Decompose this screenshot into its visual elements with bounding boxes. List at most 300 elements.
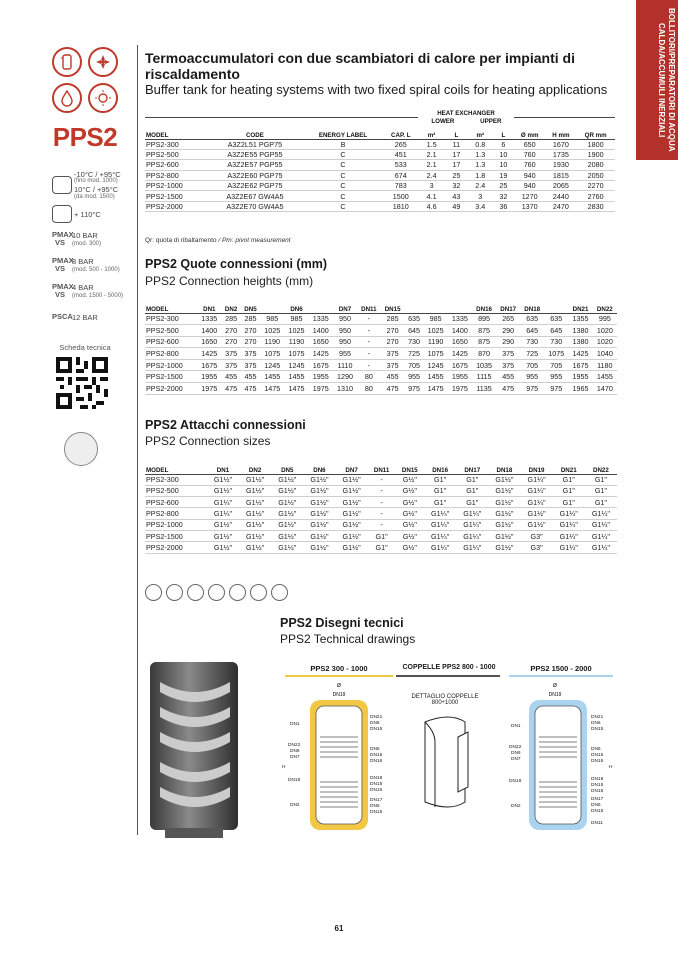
table-cell: 475 <box>381 383 405 395</box>
d1-dn15b: DN15 <box>370 753 383 758</box>
table-cell: 2065 <box>545 181 576 191</box>
table-cell: 43 <box>445 191 468 201</box>
tank-photo <box>145 662 245 842</box>
table-cell: G1½" <box>488 508 520 519</box>
table-cell: 1425 <box>448 348 472 360</box>
table-cell: 1335 <box>197 313 221 325</box>
table-cell: 1075 <box>544 348 568 360</box>
table-cell: 955 <box>405 371 424 383</box>
table-cell: - <box>368 497 396 508</box>
page-title-english: Buffer tank for heating systems with two fixed spiral coils for heating applications <box>145 82 608 97</box>
model-cell: PPS2-1500 <box>145 530 207 541</box>
d1-dn15d: DN15 <box>370 810 383 815</box>
flame-drop-icon <box>52 83 82 113</box>
table-cell: G½" <box>396 519 424 530</box>
sidebar-divider <box>137 45 138 835</box>
table-cell: G1½" <box>239 542 271 553</box>
model-cell: PPS2-2000 <box>145 201 207 211</box>
table-cell: 1810 <box>384 201 419 211</box>
table-cell: 760 <box>514 149 545 159</box>
column-header: DN11 <box>368 463 396 474</box>
fan-icon <box>88 47 118 77</box>
table-cell: 950 <box>333 325 357 337</box>
table-cell: 1075 <box>260 348 284 360</box>
table-cell: 1955 <box>568 371 592 383</box>
table-cell: 1475 <box>423 383 447 395</box>
water-icon <box>187 584 204 601</box>
column-header: MODEL <box>145 463 207 474</box>
model-cell: PPS2-1000 <box>145 519 207 530</box>
table-cell: G1¼" <box>424 519 456 530</box>
table-cell: 3 <box>468 191 493 201</box>
table-cell: C <box>302 170 383 180</box>
thermometer-max-icon <box>52 205 72 223</box>
table-cell: G1½" <box>271 485 303 496</box>
table-cell: 674 <box>384 170 419 180</box>
drawings-title-english: PPS2 Technical drawings <box>280 632 416 646</box>
connection-sizes-table <box>145 463 617 554</box>
table-cell: 1025 <box>284 325 308 337</box>
table-cell: 645 <box>544 325 568 337</box>
column-header: QR mm <box>576 125 615 139</box>
column-header: DN5 <box>271 463 303 474</box>
table-cell: 6 <box>493 139 514 149</box>
pmax2-value: 8 BAR <box>72 257 94 266</box>
table-cell: G1½" <box>271 508 303 519</box>
table-cell: 1135 <box>472 383 496 395</box>
model-cell: PPS2-500 <box>145 149 207 159</box>
vs-label: VS <box>55 290 66 299</box>
vs-label: VS <box>55 264 66 273</box>
table-cell: 1930 <box>545 160 576 170</box>
d1-dn15a: DN15 <box>370 727 383 732</box>
column-header: MODEL <box>145 302 197 313</box>
table-cell: 2760 <box>576 191 615 201</box>
table-cell: G1½" <box>521 519 553 530</box>
table-cell: 895 <box>472 313 496 325</box>
table-cell: 475 <box>496 383 520 395</box>
table-row <box>145 160 615 170</box>
table-cell: G1¼" <box>521 497 553 508</box>
d1-dn2: DN2 <box>290 803 300 808</box>
table-cell: G1¼" <box>521 485 553 496</box>
table-cell: 270 <box>221 336 240 348</box>
d3-dn16b: DN16 <box>591 789 604 794</box>
table-row <box>145 325 617 337</box>
table-cell: 1975 <box>448 383 472 395</box>
drawing1-tank-diagram <box>280 682 392 842</box>
table-cell: G1½" <box>521 508 553 519</box>
table-cell: 1290 <box>333 371 357 383</box>
table-cell: G1¼" <box>207 508 239 519</box>
d1-h: H <box>282 765 286 770</box>
column-header: DN1 <box>197 302 221 313</box>
table-cell: G1½" <box>207 474 239 485</box>
table-cell: 375 <box>241 348 260 360</box>
table-cell: 1675 <box>197 359 221 371</box>
table-cell: G1½" <box>239 497 271 508</box>
table-cell: 1475 <box>260 383 284 395</box>
table-cell: G1½" <box>271 497 303 508</box>
table-cell: G1¼" <box>521 474 553 485</box>
table-row <box>145 149 615 159</box>
table-cell: 1470 <box>593 383 617 395</box>
d3-dn18r: DN18 <box>591 777 604 782</box>
table-cell: 985 <box>260 313 284 325</box>
table-cell: G1½" <box>239 508 271 519</box>
thermometer-icon <box>52 176 72 194</box>
table-cell: - <box>368 519 396 530</box>
pmax2-spec <box>52 257 132 277</box>
table-cell: 451 <box>384 149 419 159</box>
table-cell: G1¼" <box>424 530 456 541</box>
table-row <box>145 497 617 508</box>
column-header: Ø mm <box>514 125 545 139</box>
table-cell: 1370 <box>514 201 545 211</box>
lower-header: LOWER <box>431 118 455 125</box>
table-cell: 725 <box>520 348 544 360</box>
d3-dn16: DN16 <box>591 759 604 764</box>
table-cell: G1¼" <box>553 519 585 530</box>
table-cell: 975 <box>544 383 568 395</box>
column-header: CODE <box>207 125 302 139</box>
d3-diam-label: Ø <box>553 683 557 689</box>
column-header: DN6 <box>303 463 335 474</box>
table-cell: G1½" <box>303 530 335 541</box>
table-cell: 1425 <box>568 348 592 360</box>
table-cell: G½" <box>396 542 424 553</box>
table-cell: G1" <box>424 474 456 485</box>
table-cell: 1670 <box>545 139 576 149</box>
d3-dn15c: DN15 <box>591 783 604 788</box>
column-header: m² <box>468 125 493 139</box>
table-cell: 2.1 <box>418 149 445 159</box>
table-cell: 635 <box>544 313 568 325</box>
table-cell: G1½" <box>336 497 368 508</box>
table-cell: 875 <box>472 325 496 337</box>
d3-dn21: DN21 <box>591 715 604 720</box>
d3-dn6r: DN6 <box>591 721 601 726</box>
model-cell: PPS2-300 <box>145 139 207 149</box>
main-table-note <box>145 237 291 244</box>
d3-dn5: DN5 <box>591 747 601 752</box>
table-cell: 2470 <box>545 201 576 211</box>
table-cell: 1735 <box>545 149 576 159</box>
table-cell: G1" <box>456 474 488 485</box>
d1-dn1: DN1 <box>290 722 300 727</box>
table-row <box>145 313 617 325</box>
table-cell: 730 <box>405 336 424 348</box>
table-cell: A3Z2E55 PGP55 <box>207 149 302 159</box>
pmax3-value: 4 BAR <box>72 283 94 292</box>
table-cell: 270 <box>241 325 260 337</box>
table-cell: 1955 <box>309 371 333 383</box>
table-cell: G1½" <box>271 474 303 485</box>
table-cell: C <box>302 160 383 170</box>
column-header: DN7 <box>333 302 357 313</box>
table-cell: 1675 <box>448 359 472 371</box>
column-header <box>544 302 568 313</box>
drawings-title-italian: PPS2 Disegni tecnici <box>280 616 404 630</box>
d3-dn17: DN17 <box>591 797 604 802</box>
table-cell: 705 <box>544 359 568 371</box>
table-cell: 25 <box>445 170 468 180</box>
table-cell: G1½" <box>336 485 368 496</box>
d1-dn16b: DN16 <box>370 788 383 793</box>
qr-code[interactable] <box>56 357 108 409</box>
table-cell: 1040 <box>593 348 617 360</box>
technical-sheet-label: Scheda tecnica <box>59 343 111 352</box>
drawing1-title: PPS2 300 - 1000 <box>310 664 368 673</box>
table-cell: B <box>302 139 383 149</box>
drawing3-title-underline <box>509 675 613 677</box>
table-row <box>145 348 617 360</box>
table-cell: 80 <box>357 371 381 383</box>
column-header: DN17 <box>496 302 520 313</box>
column-header: DN21 <box>553 463 585 474</box>
column-header: DN11 <box>357 302 381 313</box>
table-cell: 1500 <box>384 191 419 201</box>
d1-dn6r: DN6 <box>370 721 380 726</box>
model-cell: PPS2-300 <box>145 474 207 485</box>
table-cell: G1½" <box>336 519 368 530</box>
table-cell: G1¼" <box>456 530 488 541</box>
table-cell: 1475 <box>284 383 308 395</box>
table-cell: 1.5 <box>418 139 445 149</box>
table-cell: G1¼" <box>424 542 456 553</box>
column-header: MODEL <box>145 125 207 139</box>
d1-diam-label: Ø <box>337 683 341 689</box>
table-cell: - <box>357 313 381 325</box>
table-cell: 1425 <box>197 348 221 360</box>
table-cell: 1355 <box>568 313 592 325</box>
table-cell: G1½" <box>488 519 520 530</box>
table-cell: 940 <box>514 181 545 191</box>
drawing2-detail <box>405 694 485 706</box>
d1-dn22: DN22 <box>288 743 301 748</box>
table-cell: 290 <box>496 336 520 348</box>
table-cell: 0.8 <box>468 139 493 149</box>
section-side-tab <box>636 0 678 160</box>
model-cell: PPS2-300 <box>145 313 197 325</box>
table-cell: 1900 <box>576 149 615 159</box>
column-header: DN19 <box>521 463 553 474</box>
table-cell: G½" <box>396 474 424 485</box>
table-cell: 725 <box>405 348 424 360</box>
table-cell: 1025 <box>260 325 284 337</box>
pmax3-note: (mod. 1500 - 5000) <box>72 293 124 299</box>
drawing2-insulation-shells <box>410 712 480 812</box>
column-header: DN15 <box>396 463 424 474</box>
d3-dn6: DN6 <box>511 751 521 756</box>
table-cell: G1¼" <box>456 519 488 530</box>
table-cell: 375 <box>496 348 520 360</box>
side-tab-label: BOLLITORI/PREPARATORI DI ACQUA CALDA/ACCUMULI INERZIALI <box>657 8 676 152</box>
table-cell: G½" <box>396 497 424 508</box>
table-cell: 375 <box>221 348 240 360</box>
table-cell: 270 <box>381 325 405 337</box>
table-cell: 995 <box>593 313 617 325</box>
table-cell: 36 <box>493 201 514 211</box>
table-cell: G1" <box>368 542 396 553</box>
d3-dn18: DN18 <box>509 779 522 784</box>
table-cell: G1¼" <box>456 508 488 519</box>
column-header: L <box>445 125 468 139</box>
table-cell: 455 <box>496 371 520 383</box>
table-row <box>145 181 615 191</box>
heating-icon <box>166 584 183 601</box>
table-cell: G½" <box>396 485 424 496</box>
column-header: DN2 <box>239 463 271 474</box>
table-cell: 3.4 <box>468 201 493 211</box>
d2-range-label: 800÷1000 <box>431 700 459 706</box>
temperature-max-spec <box>52 205 132 225</box>
table-row <box>145 191 615 201</box>
note-italian: Qr: quota di ribaltamento <box>145 237 217 244</box>
table-cell: 475 <box>241 383 260 395</box>
table-cell: 1110 <box>333 359 357 371</box>
table-cell: 1400 <box>197 325 221 337</box>
table-cell: A3Z2L51 PGP75 <box>207 139 302 149</box>
table-cell: 985 <box>423 313 447 325</box>
table-cell: 17 <box>445 149 468 159</box>
table-cell: 10 <box>493 160 514 170</box>
table-cell: 645 <box>405 325 424 337</box>
vs-label: VS <box>55 238 66 247</box>
pmax3-spec <box>52 283 132 303</box>
table-cell: 1955 <box>197 371 221 383</box>
table-cell: 1310 <box>333 383 357 395</box>
table-cell: 1425 <box>309 348 333 360</box>
column-header: m² <box>418 125 445 139</box>
pmax2-note: (mod. 500 - 1000) <box>72 267 120 273</box>
column-header: DN17 <box>456 463 488 474</box>
d1-dn18r: DN18 <box>370 776 383 781</box>
table-cell: G1¼" <box>585 508 617 519</box>
model-cell: PPS2-800 <box>145 508 207 519</box>
table-cell: G1½" <box>488 485 520 496</box>
pmax-label: PMAX <box>52 282 74 291</box>
table-cell: 705 <box>520 359 544 371</box>
table-cell: G1¼" <box>207 497 239 508</box>
table-cell: G1½" <box>271 519 303 530</box>
table-cell: 270 <box>381 336 405 348</box>
product-brand: PPS2 <box>52 122 118 152</box>
table-row <box>145 170 615 180</box>
table-cell: 1020 <box>593 336 617 348</box>
table-cell: A3Z2E60 PGP75 <box>207 170 302 180</box>
table-row <box>145 530 617 541</box>
table-row <box>145 371 617 383</box>
table-cell: 1270 <box>514 191 545 201</box>
table-cell: 1955 <box>448 371 472 383</box>
table-row <box>145 474 617 485</box>
table-cell: G1½" <box>303 474 335 485</box>
d1-dn18: DN18 <box>288 778 301 783</box>
table-row <box>145 139 615 149</box>
table-cell: - <box>368 474 396 485</box>
table-cell: 375 <box>221 359 240 371</box>
heat-exchanger-header: HEAT EXCHANGER <box>437 110 495 117</box>
drawing2-title-underline <box>396 675 500 677</box>
column-header: DN7 <box>336 463 368 474</box>
table-cell: 270 <box>221 325 240 337</box>
table-cell: - <box>357 325 381 337</box>
table-cell: 985 <box>284 313 308 325</box>
model-cell: PPS2-600 <box>145 336 197 348</box>
table-cell: 1025 <box>423 325 447 337</box>
pmax-label: PMAX <box>52 230 74 239</box>
table-cell: 32 <box>445 181 468 191</box>
table-cell: G3" <box>521 542 553 553</box>
table-cell: G1" <box>456 497 488 508</box>
column-header <box>423 302 447 313</box>
table-cell: G½" <box>396 530 424 541</box>
column-header: DN22 <box>593 302 617 313</box>
table-cell: G1¼" <box>585 542 617 553</box>
psca-spec <box>52 313 132 325</box>
table-cell: - <box>368 485 396 496</box>
d1-dn6: DN6 <box>290 749 300 754</box>
table-cell: 1245 <box>423 359 447 371</box>
table-cell: 285 <box>241 313 260 325</box>
column-header: DN5 <box>241 302 260 313</box>
model-cell: PPS2-2000 <box>145 542 207 553</box>
table-cell: G1½" <box>271 542 303 553</box>
table-cell: A3Z2E57 PGP55 <box>207 160 302 170</box>
table-cell: 265 <box>496 313 520 325</box>
table-cell: - <box>357 336 381 348</box>
pump-icon <box>250 584 267 601</box>
page-title-italian: Termoaccumulatori con due scambiatori di calore per impianti di riscaldamento <box>145 50 575 82</box>
solar-icon <box>229 584 246 601</box>
table-cell: 1380 <box>568 336 592 348</box>
table-cell: G1" <box>553 497 585 508</box>
table-cell: G1½" <box>207 542 239 553</box>
table-cell: 2.4 <box>468 181 493 191</box>
table-cell: 940 <box>514 170 545 180</box>
table-cell: G1½" <box>303 508 335 519</box>
table-cell: 2.4 <box>418 170 445 180</box>
table-cell: - <box>357 359 381 371</box>
temp-range2-value: 10°C / +95°C <box>74 185 119 194</box>
table-cell: 1455 <box>284 371 308 383</box>
table-cell: 2050 <box>576 170 615 180</box>
psca-value: 12 BAR <box>72 313 98 322</box>
table-cell: G1¼" <box>585 530 617 541</box>
drawing1-title-underline <box>285 675 393 677</box>
d3-dn5b: DN5 <box>591 803 601 808</box>
model-cell: PPS2-1000 <box>145 181 207 191</box>
table-cell: 870 <box>472 348 496 360</box>
table-cell: G1¼" <box>456 542 488 553</box>
table-cell: 290 <box>496 325 520 337</box>
table-cell: 1335 <box>448 313 472 325</box>
d1-dn19-label: DN19 <box>332 692 346 698</box>
table-cell: 705 <box>405 359 424 371</box>
table-cell: A3Z2E70 GW4A5 <box>207 201 302 211</box>
table-cell: G1" <box>424 497 456 508</box>
table-cell: 25 <box>493 181 514 191</box>
table-cell: G1½" <box>303 485 335 496</box>
pmax1-value: 10 BAR <box>72 231 98 240</box>
table-row <box>145 542 617 553</box>
column-header: DN1 <box>207 463 239 474</box>
column-header: DN22 <box>585 463 617 474</box>
table-cell: 783 <box>384 181 419 191</box>
table-cell: C <box>302 201 383 211</box>
d1-dn17: DN17 <box>370 798 383 803</box>
